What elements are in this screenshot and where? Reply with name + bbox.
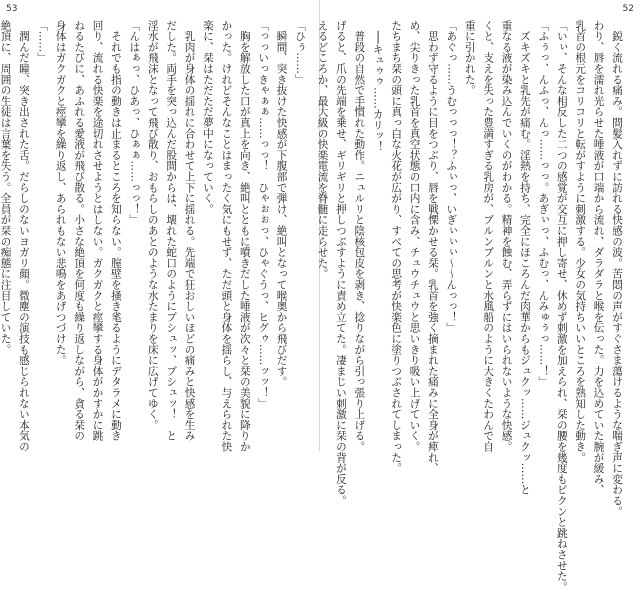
page-number: 53 bbox=[6, 4, 18, 14]
text-line: 回り、流れる快楽を途切れさせようとはしない。ガクガクと痙攣する身体がかすかに跳 bbox=[91, 20, 104, 442]
right-page bbox=[316, 0, 640, 592]
text-line: ズキズキと乳先が痛む。淫熱を持ち、完全にほころんだ肉華からもジュクッ……ジュクッ……と bbox=[518, 20, 531, 496]
text-line: 乳肉が身体の揺れに合わせて上下に揺れる。先端で狂おしいほどの痛みと快感を生み bbox=[183, 20, 196, 442]
text-line: 乳首の根元をコリコリと転がすように刺激する。少女の気持ちいいところを熟知した動き。 bbox=[574, 20, 587, 463]
text-line: 「ひぅ……」 bbox=[294, 20, 306, 85]
text-line: 重に引かれた。 bbox=[463, 20, 476, 96]
text-line: ──キュゥゥ……カリッ！ bbox=[371, 20, 384, 152]
text-line: えるどころか、最大級の快楽電流を脊髄に走らせた。 bbox=[316, 20, 329, 280]
text-line: 絶頂に、周囲の生徒は言葉を失う。全員が栞の痴態に注目していた。 bbox=[0, 20, 12, 355]
text-line: 普段の自然で手慣れた動作。ニュルリと陰核包皮を剥き、捻りながら引っ張り上げる。 bbox=[353, 20, 366, 452]
text-line: だした。両手を突っ込んだ股間からは、壊れた蛇口のようにブシュッ、ブシュッ！ と bbox=[165, 20, 178, 442]
text-line: 「あぐっ……うむっっっ！？ふぃっ、いぎぃぃぃ～～んっっ！」 bbox=[445, 20, 458, 334]
text-line: 思わず守るように目をつぶり、唇を戦慄かせる栞。乳首を強く摘まれた痛みに全身が痺れ、 bbox=[426, 20, 439, 474]
text-line: 「いぃ、そんな相反した二つの感覚が交互に押し寄せ、休めず刺激を加えられ、栞の腰を幾度もビクンと跳ねさせた。 bbox=[555, 20, 568, 592]
text-line: 「……」 bbox=[36, 20, 49, 64]
text-line: め、尖りきった乳首を真空状態の口内に含み、チュウチュウと思いきり吸い上げていく。 bbox=[408, 20, 421, 452]
body-text bbox=[316, 20, 626, 592]
text-line: それでも指の動きは止まるところを知らない。膣壁を掻き毟るようにデタラメに動き bbox=[109, 20, 122, 442]
text-line: 「ふぅっ、んふっ、んっ……っっ。あぎぃっ、ふむっ、んみゅぅっ……！」 bbox=[537, 20, 550, 388]
text-line: 「んはぁっ、ひあっ、ひぁぁ……っっ！」 bbox=[128, 20, 141, 226]
text-line: 潤んだ瞳、突き出された舌。だらしのないヨガリ顔。微塵の演技も感じられない本気の bbox=[17, 20, 30, 452]
text-line: 淫水が飛沫となって飛び散り、おもらしのあとのような水たまりを床に広げてゆく。 bbox=[146, 20, 159, 431]
text-line: 身体はガクガクと痙攣を繰り返し、あられもない悲鳴をあげつづけた。 bbox=[54, 20, 67, 366]
text-line: 瞬間、突き抜けた快感が下腹部で弾け、絶叫となって喉奥から飛びだす。 bbox=[275, 20, 288, 388]
text-line: 胸を解放した口が真上を向き、絶叫とともに噴きだした唾液が次々と栞の美貌に降りか bbox=[238, 20, 251, 452]
text-line: 楽に、栞はただただ夢中になっていく。 bbox=[201, 20, 214, 215]
text-line: 鋭く流れる痛み。間髪入れずに訪れる快感の波。苦悶の声がすぐさま蕩けるような喘ぎ声に変わる。 bbox=[611, 20, 623, 517]
text-line: 「っっいっきゃぁぁ……っっ！ ひゃぉぉっ、ひゃぐうっ、ヒグゥ……ッッ！」 bbox=[257, 20, 270, 409]
text-line: かった。けれどそんなことはまったく気にもせず、ただ頭と身体を揺らし、与えられた快 bbox=[220, 20, 233, 452]
text-line: ねるたびに、あふれる愛液が飛び散る。小さな絶頂を何度も繰り返しながら、貪る栞の bbox=[73, 20, 86, 442]
body-text bbox=[0, 20, 309, 452]
page-number: 52 bbox=[622, 4, 634, 14]
text-line: わり、唇を濡れ光らせた唾液が口端から流れ、ダラダラと喉を伝った。力を込めていた腕が緩み、 bbox=[592, 20, 605, 496]
text-line: くと、支えを失った豊満すぎる乳房が、ブルンブルンと水風船のように大きくたわんで自 bbox=[482, 20, 495, 452]
text-line: げると、爪の先端を乗せ、ギリギリと押しつぶすように責め立てた。凄まじい刺激に栞の背が反る。 bbox=[334, 20, 347, 506]
text-line: たちまち栞の頭に真っ白な火花が広がり、すべての思考が快楽色に塗りつぶされてしまった。 bbox=[390, 20, 403, 474]
left-page bbox=[0, 0, 320, 451]
text-line: 重なる液が染み込んでいくのがわかる。精神を蝕む、弄らずにはいられないような快感。 bbox=[500, 20, 513, 452]
